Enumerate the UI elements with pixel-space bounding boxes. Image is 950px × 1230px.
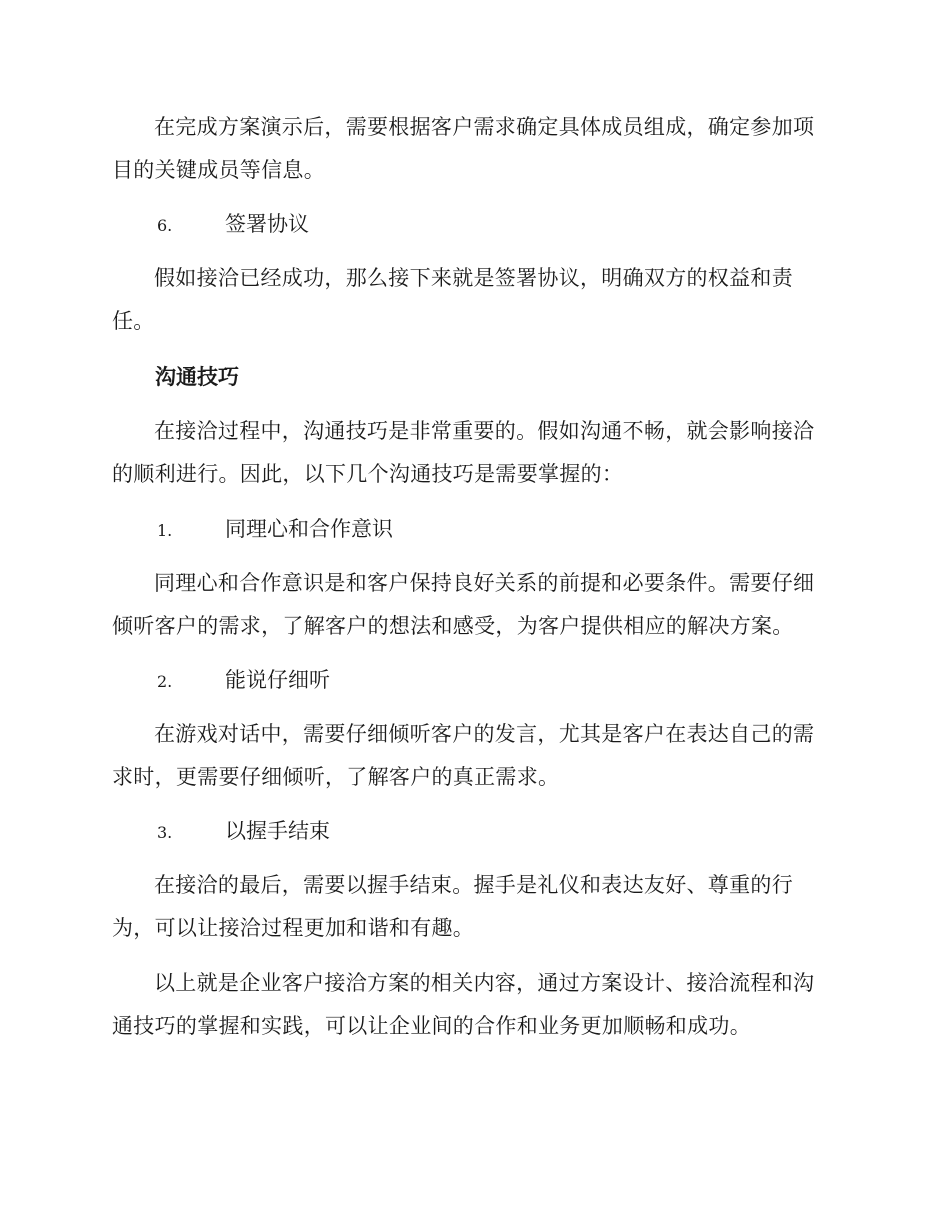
paragraph-handshake [112,864,832,950]
paragraph-text: 在完成方案演示后，需要根据客户需求确定具体成员组成，确定参加项目的关键成员等信息。 [112,115,815,182]
list-label: 同理心和合作意识 [225,517,393,541]
paragraph-listening [112,713,832,799]
list-number: 1. [157,521,173,540]
paragraph-communication-intro [112,410,832,496]
list-item-handshake [157,816,330,848]
paragraph-empathy [112,562,832,648]
list-label: 能说仔细听 [225,668,330,692]
list-item-listening [157,665,330,697]
paragraph-conclusion [112,962,832,1048]
list-label: 以握手结束 [225,819,330,843]
list-item-empathy [157,514,393,546]
list-number: 2. [157,672,173,691]
list-label: 签署协议 [225,212,309,236]
paragraph-text: 假如接洽已经成功，那么接下来就是签署协议，明确双方的权益和责任。 [112,266,793,333]
paragraph-text: 在接洽的最后，需要以握手结束。握手是礼仪和表达友好、尊重的行为，可以让接洽过程更加和谐和有趣。 [112,873,793,940]
paragraph-text: 在游戏对话中，需要仔细倾听客户的发言，尤其是客户在表达自己的需求时，更需要仔细倾听，了解客户的真正需求。 [112,722,815,789]
paragraph-text: 以上就是企业客户接洽方案的相关内容，通过方案设计、接洽流程和沟通技巧的掌握和实践，可以让企业间的合作和业务更加顺畅和成功。 [112,971,815,1038]
paragraph-text: 同理心和合作意识是和客户保持良好关系的前提和必要条件。需要仔细倾听客户的需求，了解客户的想法和感受，为客户提供相应的解决方案。 [112,571,815,638]
paragraph-text: 在接洽过程中，沟通技巧是非常重要的。假如沟通不畅，就会影响接洽的顺利进行。因此，以下几个沟通技巧是需要掌握的： [112,419,815,486]
paragraph-member-confirmation [112,106,832,192]
paragraph-sign-agreement [112,257,832,343]
list-number: 3. [157,823,173,842]
section-heading-communication: 沟通技巧 [155,364,239,389]
list-number: 6. [157,216,173,235]
list-item-sign-agreement [157,209,309,241]
